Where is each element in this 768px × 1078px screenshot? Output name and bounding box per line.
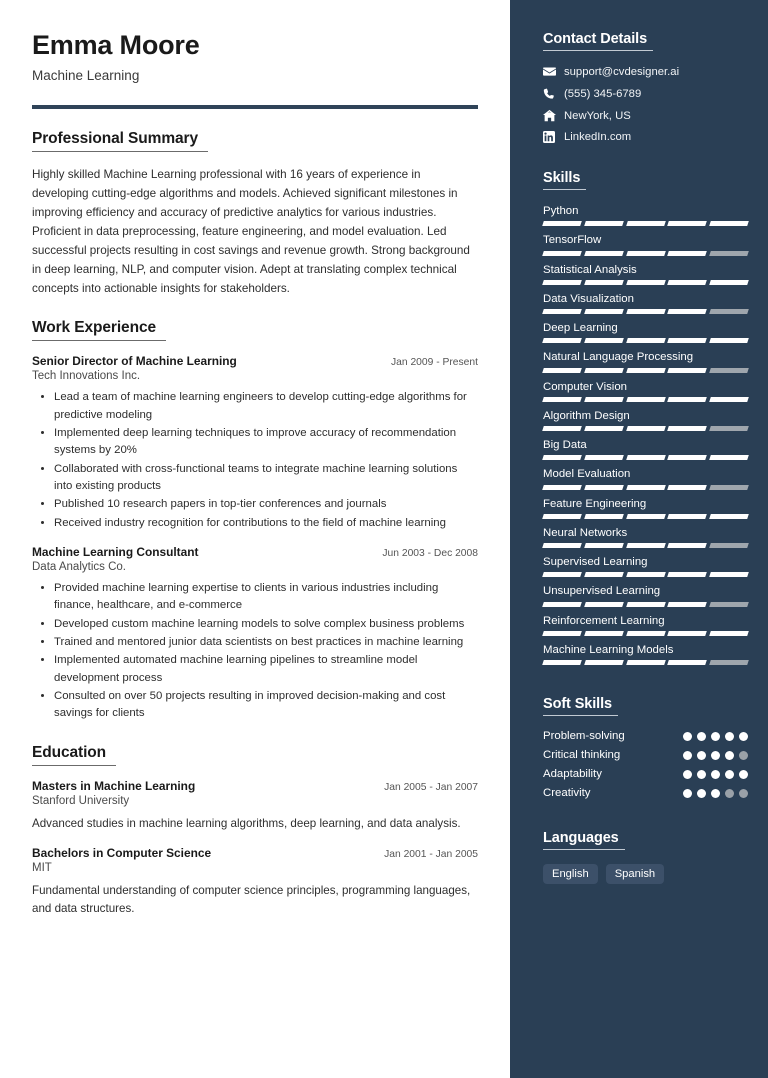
skill-bar-segment [668,514,707,519]
skill-bar-segment [542,426,581,431]
skill-bar-segment [709,251,748,256]
languages-list [543,864,748,884]
soft-skill-item [543,768,748,780]
skill-level-bar [543,397,748,402]
skill-bar-segment [626,426,665,431]
skill-bar-segment [584,397,623,402]
entry-bullet: • Trained and mentored junior data scientists on best practices in machine learning [54,634,478,651]
skill-bar-segment [584,485,623,490]
skill-name: Machine Learning Models [543,643,674,656]
entry-organization: Tech Innovations Inc. [32,370,141,383]
skills-section [543,169,748,665]
soft-skills-list [543,730,748,799]
entry-title: Masters in Machine Learning [32,778,196,793]
soft-skill-item [543,749,748,761]
soft-skill-name: Creativity [543,787,591,799]
soft-skills-heading: Soft Skills [543,696,618,716]
skill-bar-segment [668,251,707,256]
contact-value: LinkedIn.com [564,131,632,143]
skill-name: Natural Language Processing [543,351,694,364]
linkedin-icon [543,131,560,143]
contact-item[interactable] [543,131,748,143]
skill-bar-segment [626,602,665,607]
soft-skill-item [543,730,748,742]
skill-level-bar [543,309,748,314]
entry-bullet: • Published 10 research papers in top-tier conferences and journals [54,496,478,513]
soft-skill-rating [683,770,748,779]
skill-bar-segment [542,251,581,256]
skill-bar-segment [626,572,665,577]
work-experience-heading: Work Experience [32,319,166,341]
skill-name: Algorithm Design [543,409,630,422]
contact-list [543,65,748,143]
entry-date: Jun 2003 - Dec 2008 [382,548,478,560]
skill-bar-segment [626,280,665,285]
entry-bullet-list [32,580,478,723]
skill-bar-segment [542,485,581,490]
entry-organization: Data Analytics Co. [32,561,126,574]
rating-dot [697,732,706,741]
rating-dot [683,751,692,760]
skill-bar-segment [584,368,623,373]
entry-bullet: • Provided machine learning expertise to clients in various industries including finance, healthcare, and e-commerce [54,580,478,615]
soft-skill-name: Problem-solving [543,730,625,742]
skill-name: Data Visualization [543,292,634,305]
rating-dot [697,789,706,798]
skill-name: Statistical Analysis [543,263,637,276]
soft-skills-section [543,695,748,799]
skill-bar-segment [668,280,707,285]
skill-bar-segment [542,572,581,577]
skill-bar-segment [668,368,707,373]
skill-bar-segment [709,572,748,577]
skill-bar-segment [668,455,707,460]
skill-bar-segment [668,602,707,607]
skill-bar-segment [542,221,581,226]
skill-bar-segment [626,455,665,460]
rating-dot [711,732,720,741]
soft-skill-rating [683,732,748,741]
rating-dot [683,732,692,741]
rating-dot [739,789,748,798]
skill-bar-segment [709,660,748,665]
home-icon [543,109,560,122]
contact-value: NewYork, US [564,109,631,122]
skills-heading: Skills [543,170,586,190]
skill-level-bar [543,221,748,226]
skill-name: TensorFlow [543,234,602,247]
work-experience-list [32,354,478,722]
skill-bar-segment [709,514,748,519]
professional-summary-text: Highly skilled Machine Learning professional with 16 years of experience in developing cutting-edge algorithms and models. Achieved significant milestones in improving efficiency and accuracy of predictive analytics for various industries. Proficient in data preprocessing, feature engineering, and model evaluation. Led successful projects resulting in cost savings and revenue growth. Strong background in deep learning, NLP, and computer vision. Adept at translating complex technical concepts into actionable insights for stakeholders. [32,168,470,296]
skill-bar-segment [668,426,707,431]
skill-bar-segment [668,485,707,490]
skill-bar-segment [626,397,665,402]
entry-date: Jan 2009 - Present [390,357,478,369]
skill-name: Reinforcement Learning [543,614,665,627]
skill-bar-segment [584,455,623,460]
resume-sidebar [510,0,768,1078]
skill-level-bar [543,631,748,636]
skill-bar-segment [584,602,623,607]
skill-bar-segment [668,660,707,665]
entry-organization: Stanford University [32,794,130,807]
skill-bar-segment [668,631,707,636]
work-experience-section [32,319,478,722]
skill-bar-segment [668,397,707,402]
entry-title: Senior Director of Machine Learning [32,354,237,369]
skill-bar-segment [709,602,748,607]
skill-bar-segment [542,631,581,636]
language-chip: English [543,864,598,884]
entry-description: Fundamental understanding of computer science principles, programming languages, and data structures. [32,884,471,916]
soft-skill-name: Critical thinking [543,749,621,761]
skill-bar-segment [626,485,665,490]
skill-bar-segment [626,251,665,256]
skill-bar-segment [709,309,748,314]
skill-bar-segment [542,280,581,285]
rating-dot [697,770,706,779]
skill-bar-segment [626,309,665,314]
skill-name: Unsupervised Learning [543,585,661,598]
skill-item [543,526,748,548]
entry-bullet: • Collaborated with cross-functional teams to integrate machine learning solutions into existing products [54,461,478,496]
skill-level-bar [543,602,748,607]
skill-bar-segment [584,280,623,285]
skill-name: Model Evaluation [543,468,631,481]
soft-skill-item [543,787,748,799]
entry-bullet: • Implemented deep learning techniques to improve accuracy of recommendation systems by 20% [54,425,478,460]
skill-bar-segment [709,368,748,373]
skill-bar-segment [542,660,581,665]
rating-dot [711,789,720,798]
skill-bar-segment [542,397,581,402]
entry-bullet: • Consulted on over 50 projects resulting in improved decision-making and cost savings for clients [54,688,478,723]
skill-bar-segment [584,631,623,636]
soft-skill-name: Adaptability [543,768,602,780]
skill-bar-segment [626,543,665,548]
skill-item [543,438,748,460]
skills-list [543,204,748,665]
skill-item [543,350,748,372]
entry-bullet: • Developed custom machine learning models to solve complex business problems [54,616,478,633]
skill-bar-segment [709,397,748,402]
envelope-icon [543,65,560,78]
skill-item [543,233,748,255]
candidate-name: Emma Moore [32,30,200,60]
skill-name: Feature Engineering [543,497,647,510]
education-entry [32,846,478,919]
resume-header [32,30,478,109]
rating-dot [725,732,734,741]
rating-dot [725,789,734,798]
rating-dot [725,770,734,779]
skill-item [543,584,748,606]
contact-item[interactable] [543,87,748,100]
contact-value: (555) 345-6789 [564,87,642,100]
skill-bar-segment [584,309,623,314]
skill-bar-segment [584,221,623,226]
skill-item [543,614,748,636]
soft-skill-rating [683,789,748,798]
entry-header [32,846,478,860]
skill-level-bar [543,338,748,343]
skill-bar-segment [542,455,581,460]
skill-item [543,380,748,402]
skill-bar-segment [709,485,748,490]
rating-dot [711,751,720,760]
skill-bar-segment [626,514,665,519]
rating-dot [697,751,706,760]
skill-bar-segment [626,221,665,226]
skill-name: Deep Learning [543,322,618,334]
entry-header [32,354,478,368]
phone-icon [543,87,560,100]
skill-bar-segment [584,426,623,431]
header-divider [32,105,478,109]
skill-bar-segment [626,660,665,665]
work-experience-entry [32,354,478,532]
skill-bar-segment [668,309,707,314]
candidate-job-title: Machine Learning [32,68,140,84]
entry-description: Advanced studies in machine learning algorithms, deep learning, and data analysis. [32,816,461,830]
entry-header [32,779,478,793]
rating-dot [725,751,734,760]
skill-bar-segment [709,280,748,285]
rating-dot [683,770,692,779]
skill-bar-segment [709,338,748,343]
skill-bar-segment [584,572,623,577]
skill-level-bar [543,572,748,577]
skill-bar-segment [626,338,665,343]
rating-dot [739,770,748,779]
soft-skill-rating [683,751,748,760]
rating-dot [739,732,748,741]
education-entry [32,779,478,833]
skill-bar-segment [542,368,581,373]
entry-bullet: • Implemented automated machine learning pipelines to streamline model development process [54,652,478,687]
skill-bar-segment [626,631,665,636]
skill-bar-segment [626,368,665,373]
professional-summary-section [32,130,478,298]
skill-bar-segment [584,543,623,548]
skill-item [543,204,748,226]
skill-item [543,497,748,519]
work-experience-entry [32,545,478,723]
skill-level-bar [543,426,748,431]
skill-bar-segment [584,338,623,343]
skill-level-bar [543,280,748,285]
rating-dot [683,789,692,798]
entry-title: Machine Learning Consultant [32,545,199,560]
skill-bar-segment [542,514,581,519]
entry-date: Jan 2005 - Jan 2007 [384,781,478,793]
professional-summary-heading: Professional Summary [32,130,208,152]
skill-level-bar [543,543,748,548]
rating-dot [739,751,748,760]
entry-bullet: • Lead a team of machine learning engineers to develop cutting-edge algorithms for predictive modeling [54,389,478,424]
contact-item[interactable] [543,65,748,78]
skill-item [543,409,748,431]
skill-bar-segment [542,309,581,314]
contact-details-heading: Contact Details [543,31,653,51]
skill-bar-segment [709,543,748,548]
language-chip: Spanish [606,864,664,884]
languages-section [543,829,748,884]
languages-heading: Languages [543,830,625,850]
skill-level-bar [543,455,748,460]
rating-dot [711,770,720,779]
skill-name: Python [543,205,579,217]
skill-level-bar [543,485,748,490]
skill-item [543,555,748,577]
skill-level-bar [543,368,748,373]
education-list [32,779,478,919]
skill-bar-segment [709,631,748,636]
contact-item[interactable] [543,109,748,122]
entry-date: Jan 2001 - Jan 2005 [384,849,478,861]
skill-bar-segment [542,602,581,607]
skill-item [543,263,748,285]
skill-item [543,643,748,665]
skill-bar-segment [709,221,748,226]
skill-bar-segment [542,543,581,548]
contact-details-section [543,30,748,143]
skill-bar-segment [584,660,623,665]
skill-bar-segment [668,338,707,343]
skill-bar-segment [668,543,707,548]
entry-organization: MIT [32,862,52,875]
skill-bar-segment [709,455,748,460]
entry-title: Bachelors in Computer Science [32,846,212,861]
skill-level-bar [543,251,748,256]
skill-name: Big Data [543,439,587,451]
skill-item [543,467,748,489]
entry-bullet: • Received industry recognition for contributions to the field of machine learning [54,515,478,532]
skill-name: Computer Vision [543,380,627,393]
skill-level-bar [543,660,748,665]
education-heading: Education [32,744,116,766]
skill-name: Neural Networks [543,526,628,539]
skill-item [543,292,748,314]
skill-bar-segment [584,514,623,519]
skill-bar-segment [668,221,707,226]
education-section [32,744,478,919]
skill-item [543,321,748,343]
skill-bar-segment [542,338,581,343]
skill-bar-segment [668,572,707,577]
skill-bar-segment [709,426,748,431]
skill-name: Supervised Learning [543,556,648,568]
entry-bullet-list [32,389,478,532]
skill-level-bar [543,514,748,519]
entry-header [32,545,478,559]
contact-value: support@cvdesigner.ai [564,65,680,78]
skill-bar-segment [584,251,623,256]
